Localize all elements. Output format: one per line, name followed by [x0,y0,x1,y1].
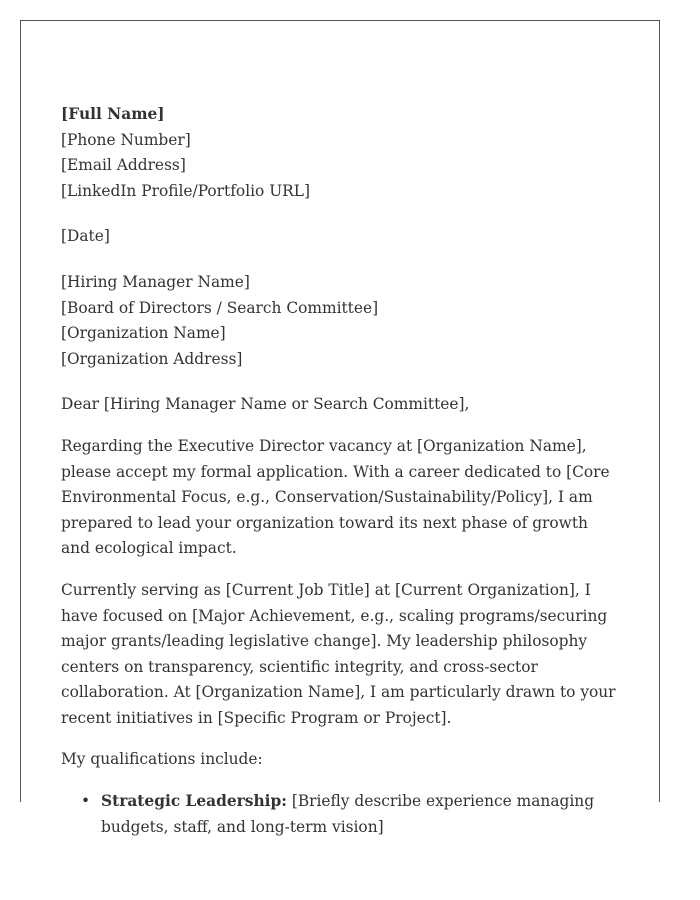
list-item [101,789,621,840]
recipient-hiring-manager: [Hiring Manager Name] [61,272,250,291]
qualification-text: [Briefly describe experience managing budgets, staff, and long-term vision] [101,792,595,836]
qualification-title: Strategic Leadership: [101,792,287,811]
qualifications-list [61,789,621,840]
sender-full-name: [Full Name] [61,105,165,123]
letter-page [20,20,660,836]
sender-linkedin: [LinkedIn Profile/Portfolio URL] [61,181,310,200]
letter-date: [Date] [61,227,110,246]
recipient-organization: [Organization Name] [61,324,226,343]
salutation: Dear [Hiring Manager Name or Search Committee], [61,395,470,414]
letter-content [61,102,621,840]
paragraph-experience: Currently serving as [Current Job Title] at [Current Organization], I have focused on [Major Achievement, e.g., scaling programs/securing major grants/leading legislative change]. My leadership philosophy centers on transparency, scientific integrity, and cross-sector collaboration. At [Organization Name], I am particularly drawn to your recent initiatives in [Specific Program or Project]. [61,580,616,727]
sender-email: [Email Address] [61,156,186,175]
recipient-address: [Organization Address] [61,349,243,368]
sender-phone: [Phone Number] [61,130,191,149]
recipient-board: [Board of Directors / Search Committee] [61,298,379,317]
paragraph-intro: Regarding the Executive Director vacancy at [Organization Name], please accept my formal application. With a career dedicated to [Core Environmental Focus, e.g., Conservation/Sustainability/Policy], I am prepared to lead your organization toward its next phase of growth and ecological impact. [61,436,610,558]
sender-block [61,102,621,204]
date-block [61,224,621,250]
recipient-block [61,270,621,372]
paragraph-qualifications-lead: My qualifications include: [61,750,263,769]
